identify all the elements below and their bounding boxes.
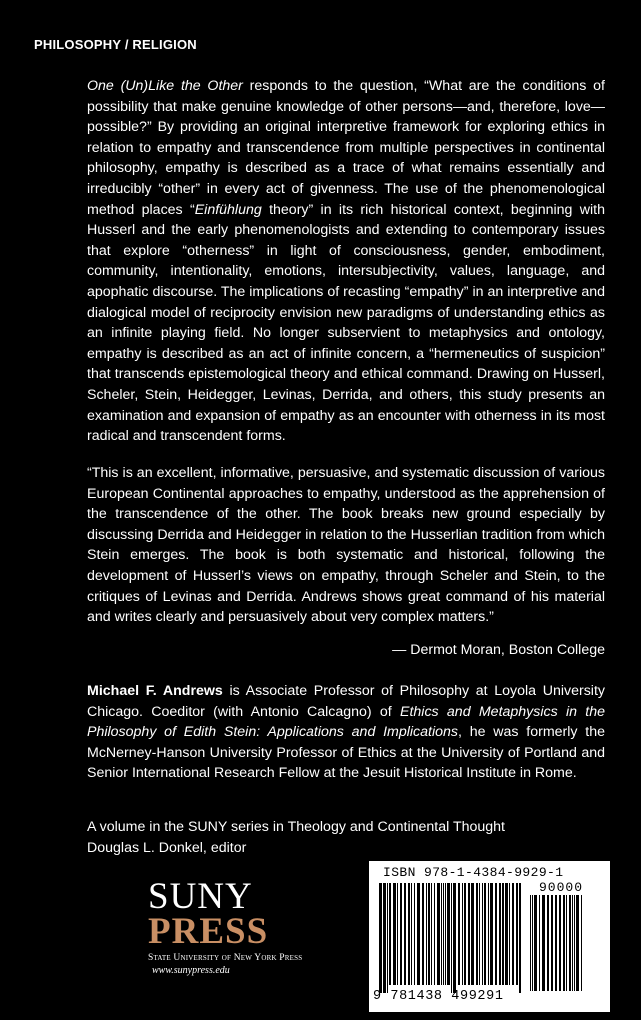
endorsement-attribution: — Dermot Moran, Boston College <box>392 642 605 658</box>
coedited-book-title: Ethics and Metaphysics in the Philosophy of Edith Stein: Applications and Implications <box>87 703 606 741</box>
series-note <box>87 817 505 858</box>
endorsement-quote: “This is an excellent, informative, persuasive, and systematic discussion of various European Continental approaches to empathy, understood as the apprehension of the transcendence of the other. The book breaks new ground especially by discussing Derrida and Heidegger in relation to the Husserlian tradition from which Stein emerges. The book is both systematic and historical, following the development of Husserl’s views on empathy, through Scheler and Stein, to the critiques of Levinas and Derrida. Andrews shows great command of his material and writes clearly and persuasively about very complex matters.” <box>87 465 605 626</box>
series-line: A volume in the SUNY series in Theology and Continental Thought <box>87 819 506 835</box>
addon-digits: 90000 <box>539 880 584 895</box>
logo-suny-text: SUNY <box>148 876 253 917</box>
category-label: PHILOSOPHY / RELIGION <box>34 37 197 52</box>
book-description <box>87 76 605 447</box>
publisher-url: www.sunypress.edu <box>152 965 230 976</box>
addon-barcode-bars <box>530 895 584 991</box>
publisher-name: State University of New York Press <box>148 953 303 963</box>
ean-barcode-bars <box>379 883 525 993</box>
description-text-2: theory” in its rich historical context, beginning with Husserl and the early phenomenologists and extending to contemporary issues that explore “otherness” in light of consciousness, gender, embodiment, community, intentionality, emotions, intersubjectivity, values, language, and apophatic discourse. The implications of recasting “empathy” in an interpretive and dialogical model of reciprocity envision new paradigms of understanding ethics as an infinite playing field. No longer subservient to metaphysics and ontology, empathy is described as an act of infinite concern, a “hermeneutics of suspicion” that transcends epistemological theory and ethical command. Drawing on Husserl, Scheler, Stein, Heidegger, Levinas, Derrida, and others, this study presents an examination and expansion of empathy as an encounter with otherness in its most radical and transcendent forms. <box>87 201 605 445</box>
series-editor: Douglas L. Donkel, editor <box>87 839 247 856</box>
author-bio-text-1: is Associate Professor of Philosophy at Loyola University Chicago. Coeditor (with Antonio Calcagno) of <box>87 683 605 720</box>
isbn-label: ISBN 978-1-4384-9929-1 <box>383 865 564 880</box>
einfuhlung-term: Einfühlung <box>194 201 262 218</box>
book-title: One (Un)Like the Other <box>87 78 243 94</box>
isbn-barcode <box>369 861 610 1012</box>
ean-digits: 9 781438 499291 <box>373 989 504 1004</box>
suny-press-logo <box>148 876 318 977</box>
author-bio <box>87 681 605 784</box>
author-name: Michael F. Andrews <box>87 683 223 699</box>
logo-press-text: PRESS <box>148 911 269 952</box>
description-text-1: responds to the question, “What are the conditions of possibility that make genuine knowledge of other persons—and, therefore, love—possible?” By providing an original interpretive framework for exploring ethics in relation to empathy and transcendence from multiple perspectives in continental philosophy, empathy is described as a trace of what remains essentially and irreducibly “other” in every act of givenness. The use of the phenomenological method places “ <box>87 78 605 218</box>
author-bio-text-2: , he was formerly the McNerney-Hanson University Professor of Ethics at the University of Portland and Senior International Research Fellow at the Jesuit Historical Institute in Rome. <box>87 724 605 782</box>
